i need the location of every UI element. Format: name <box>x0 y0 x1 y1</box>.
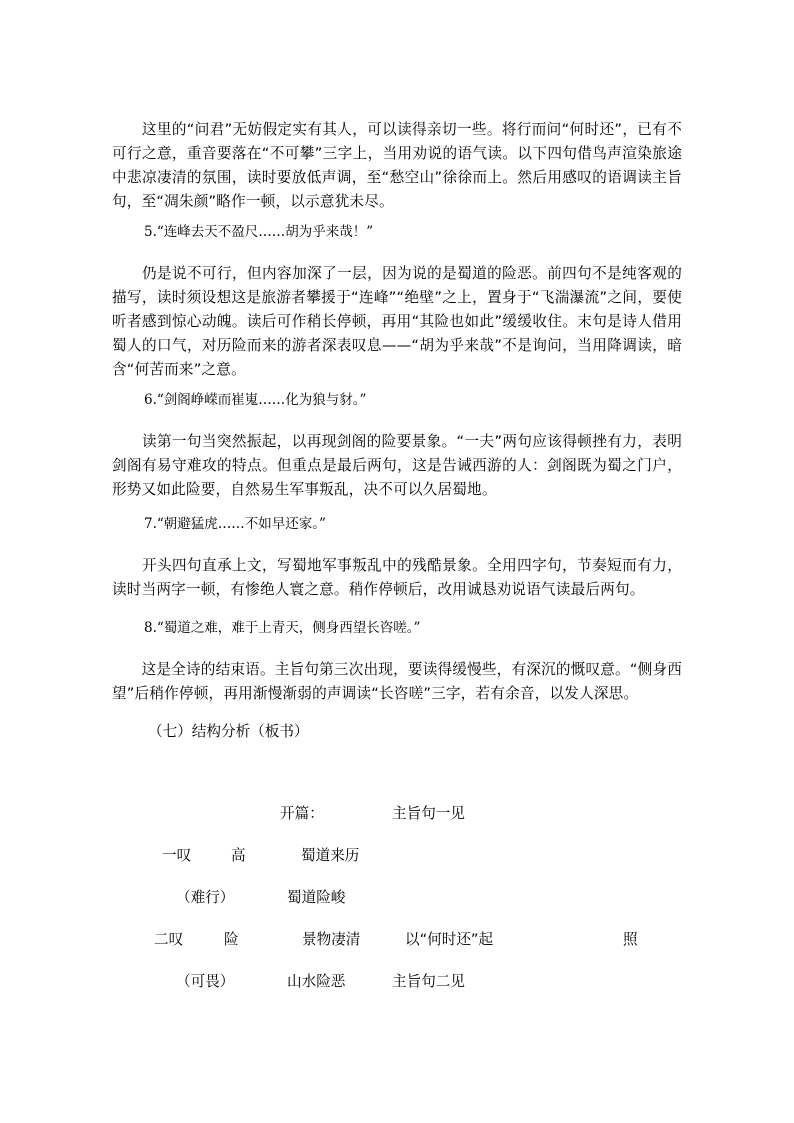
board-jingwu: 景物凄清 <box>302 931 361 948</box>
board-yi-heshihuan: 以“何时还”起 <box>405 931 494 948</box>
item-6-heading: 6.“剑阁峥嵘而崔嵬……化为狼与豺。” <box>144 392 367 408</box>
paragraph-6-commentary: 读第一句当突然振起，以再现剑阁的险要景象。“一夫”两句应该得顿挫有力，表明剑阁有易守难攻的特点。但重点是最后两句，这是告诫西游的人：剑阁既为蜀之门户，形势又如此险要，自然易生军事叛乱，决不可以久居蜀地。 <box>112 433 682 498</box>
paragraph-7-commentary: 开头四句直承上文，写蜀地军事叛乱中的残酷景象。全用四字句，节奏短而有力，读时当两字一顿，有惨绝人寰之意。稍作停顿后，改用诚恳劝说语气读最后两句。 <box>112 557 682 598</box>
board-nanxing: （难行） <box>176 889 235 906</box>
paragraph-5-commentary: 仍是说不可行，但内容加深了一层，因为说的是蜀道的险恶。前四句不是纯客观的描写，读时须设想这是旅游者攀援于“连峰”“绝壁”之上，置身于“飞湍瀑流”之间，要使听者感到惊心动魄。读后可作稍长停顿，再用“其险也如此”缓缓收住。末句是诗人借用蜀人的口气，对历险而来的游者深表叹息——“胡为乎来哉”不是询问，当用降调读，暗含“何苦而来”之意。 <box>112 265 682 378</box>
board-kaipian: 开篇： <box>280 805 324 822</box>
board-shanshui: 山水险恶 <box>287 973 346 990</box>
board-zhuzhi-2: 主旨句二见 <box>392 973 465 990</box>
board-shudao-xianjun: 蜀道险峻 <box>287 889 346 906</box>
board-ertan: 二叹 <box>154 931 184 948</box>
item-8-heading: 8.“蜀道之难，难于上青天，侧身西望长咨嗟。” <box>144 620 421 636</box>
paragraph-8-commentary: 这是全诗的结束语。主旨句第三次出现，要读得缓慢些，有深沉的慨叹意。“侧身西望”后稍作停顿，再用渐慢渐弱的声调读“长咨嗟”三字，若有余音，以发人深思。 <box>112 661 682 702</box>
board-shudao-laili: 蜀道来历 <box>301 847 360 864</box>
item-7-heading: 7.“朝避猛虎……不如早还家。” <box>144 516 326 532</box>
board-yitan: 一叹 <box>162 847 192 864</box>
paragraph-4-commentary: 这里的“问君”无妨假定实有其人，可以读得亲切一些。将行而问“何时还”，已有不可行之意，重音要落在“不可攀”三字上，当用劝说的语气读。以下四句借鸟声渲染旅途中悲凉凄清的氛围，读时要放低声调，至“愁空山”徐徐而上。然后用感叹的语调读主旨句，至“凋朱颜”略作一顿，以示意犹未尽。 <box>112 121 682 210</box>
board-gao: 高 <box>231 847 246 864</box>
board-xian: 险 <box>224 931 239 948</box>
board-kewei: （可畏） <box>176 973 235 990</box>
item-5-heading: 5.“连峰去天不盈尺……胡为乎来哉！” <box>144 224 374 240</box>
section-title: （七）结构分析（板书） <box>148 723 309 740</box>
board-zhuzhi-1: 主旨句一见 <box>392 805 465 822</box>
board-zhao: 照 <box>623 931 638 948</box>
